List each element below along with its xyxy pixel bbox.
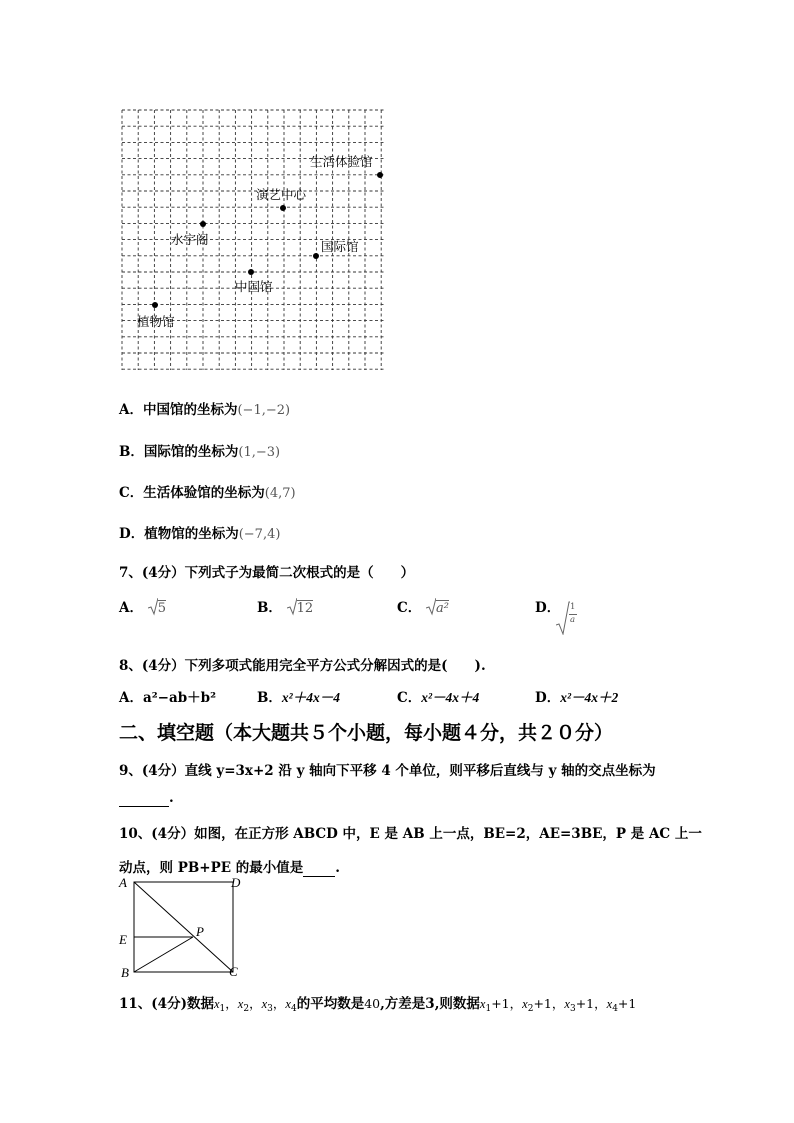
q6-c-text: 生活体验馆的坐标为	[143, 485, 265, 501]
q11-x4: x	[285, 997, 291, 1011]
q8-d-text: x²－4x＋2	[560, 690, 619, 705]
q7-stem: 7、(4分）下列式子为最简二次根式的是（ ）	[119, 565, 415, 581]
q9-blank[interactable]	[119, 790, 169, 807]
water-point	[200, 221, 206, 227]
life-exp-point	[377, 172, 383, 178]
q10-line2-text: 动点，则 PB+PE 的最小值是	[119, 860, 304, 876]
label-china: 中国馆	[235, 279, 273, 294]
q10-end: .	[335, 860, 340, 876]
q11-mid: 的平均数是	[296, 996, 365, 1012]
q7-option-b[interactable]	[257, 596, 313, 616]
q6-a-coord: (−1,−2)	[237, 403, 291, 418]
label-d: D	[231, 875, 241, 890]
q7-d-letter: D．	[535, 600, 561, 616]
q9-answer-line[interactable]	[119, 790, 174, 807]
q11-x1: x	[213, 997, 220, 1011]
q6-c-letter: C．	[119, 485, 144, 501]
radical-icon	[287, 598, 297, 616]
q8-option-a[interactable]: A．a²−ab＋b²	[119, 690, 216, 706]
diagonal-ac	[134, 882, 233, 972]
q7-c-value: a²	[435, 601, 449, 616]
label-performing: 演艺中心	[256, 187, 307, 202]
q11-stem: 11、(4分)数据$x_1$，$x_2$，$x_3$，$x_4$的平均数是40,方差是3,则数据$x_1+1$，$x_2+1$，$x_3+1$，$x_4+1$	[119, 996, 637, 1014]
plant-point	[152, 302, 158, 308]
label-water: 水宇阁	[171, 232, 209, 247]
q6-option-b[interactable]	[119, 440, 280, 460]
q9-stem: 9、(4分）直线 y=3x+2 沿 y 轴向下平移 4 个单位，则平移后直线与 y 轴的交点坐标为	[119, 763, 656, 779]
q8-b-text: x²＋4x－4	[281, 690, 340, 705]
q7-d-numerator: 1	[570, 602, 576, 612]
label-b: B	[121, 965, 129, 980]
q7-option-a[interactable]	[119, 596, 166, 616]
q8-c-letter: C．	[397, 690, 422, 706]
q8-b-letter: B．	[257, 690, 282, 706]
intl-point	[313, 253, 319, 259]
q8-option-c[interactable]	[397, 686, 479, 706]
label-life-exp: 生活体验馆	[310, 154, 373, 169]
label-c: C	[229, 964, 238, 979]
segment-bp	[134, 937, 193, 972]
q8-d-letter: D．	[535, 690, 561, 706]
q8-c-text: x²－4x＋4	[421, 690, 480, 705]
china-point	[248, 269, 254, 275]
q11-plus: +1	[491, 996, 510, 1011]
q6-c-coord: (4,7)	[264, 486, 296, 501]
section-2-title: 二、填空题（本大题共５个小题，每小题４分，共２０分）	[119, 722, 614, 744]
q6-d-text: 植物馆的坐标为	[144, 526, 239, 542]
label-plant: 植物馆	[137, 314, 175, 329]
q9-end: .	[169, 790, 174, 806]
q6-b-letter: B．	[119, 444, 144, 460]
performing-point	[280, 205, 286, 211]
q10-line1: 10、(4分）如图，在正方形 ABCD 中，E 是 AB 上一点，BE=2，AE=3BE，P 是 AC 上一	[119, 826, 702, 842]
q7-a-letter: A．	[119, 600, 143, 616]
q8-stem: 8、(4分）下列多项式能用完全平方公式分解因式的是( ).	[119, 658, 486, 674]
q6-option-c[interactable]	[119, 481, 296, 501]
label-intl: 国际馆	[321, 239, 359, 254]
q11-rest: ,方差是3,则数据	[380, 996, 480, 1012]
label-p: P	[196, 924, 204, 939]
q6-b-coord: (1,−3)	[238, 445, 281, 460]
q6-a-letter: A．	[119, 402, 143, 418]
label-a: A	[119, 875, 127, 890]
q7-c-letter: C．	[397, 600, 422, 616]
radical-icon	[556, 601, 570, 635]
q6-d-letter: D．	[119, 526, 145, 542]
q6-option-d[interactable]	[119, 522, 280, 542]
q11-x3: x	[261, 997, 268, 1011]
q11-mean: 40	[364, 996, 381, 1011]
q7-a-value: 5	[157, 601, 166, 616]
radical-icon	[426, 598, 436, 616]
q7-b-value: 12	[296, 601, 314, 616]
q7-d-fraction-radical	[556, 601, 586, 637]
q8-option-d[interactable]	[535, 686, 618, 706]
q7-b-letter: B．	[257, 600, 282, 616]
label-e: E	[119, 932, 127, 947]
q7-option-c[interactable]	[397, 596, 449, 616]
q7-d-denominator: a	[570, 615, 576, 625]
q11-prefix: 11、(4分)数据	[119, 996, 214, 1012]
radical-icon	[148, 598, 158, 616]
q11-x2: x	[237, 997, 244, 1011]
q8-option-b[interactable]	[257, 686, 340, 706]
q6-b-text: 国际馆的坐标为	[143, 444, 239, 460]
q6-d-coord: (−7,4)	[238, 527, 281, 542]
q10-line2	[119, 856, 340, 877]
q10-blank[interactable]	[303, 860, 335, 877]
q6-a-text: 中国馆的坐标为	[142, 402, 238, 418]
q6-option-a[interactable]	[119, 398, 290, 418]
